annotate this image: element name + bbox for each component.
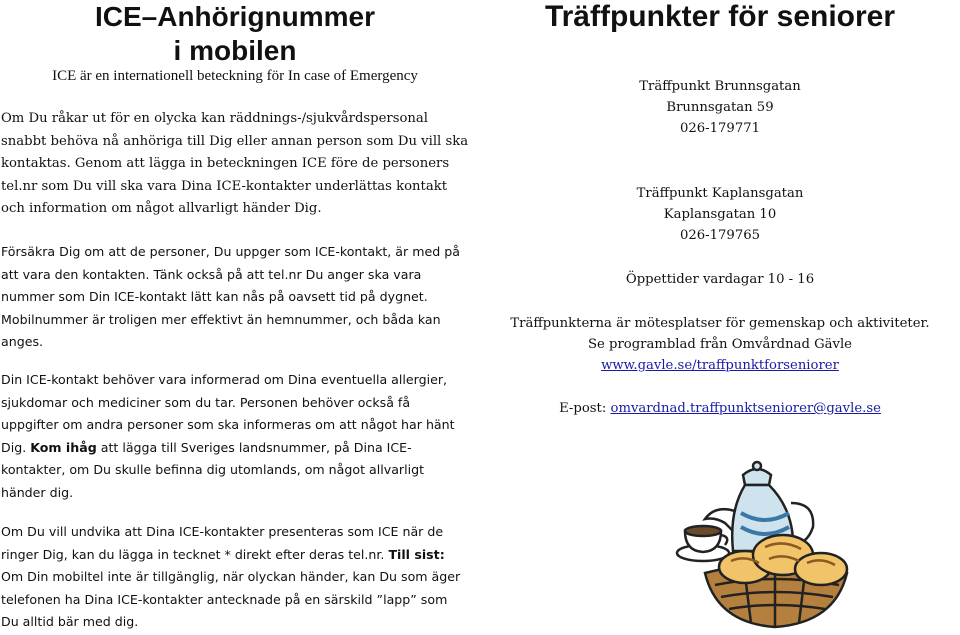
paragraph-confirm-contacts: Försäkra Dig om att de personer, Du uppger som ICE-kontakt, är med på att vara den kontakten. Tänk också på att tel.nr Du anger ska vara nummer som Din ICE-kontakt lätt kan nås på oavsett tid på dygnet. Mobilnummer är troligen mer effektivt än hemnummer, och båda kan anges. bbox=[1, 244, 460, 349]
left-title-line2: i mobilen bbox=[173, 35, 297, 66]
paragraph-country-code-text: att lägga till Sveriges landsnummer, på Dina ICE-kontakter, om Du skulle befinna dig utomlands, om något allvarligt händer dig. bbox=[1, 439, 425, 500]
info-block bbox=[480, 313, 960, 376]
finally-label: Till sist: bbox=[388, 546, 445, 562]
email-line bbox=[480, 398, 960, 419]
left-title-line1: ICE–Anhörignummer bbox=[94, 1, 376, 32]
paragraph-inform-contacts bbox=[1, 369, 469, 504]
paragraph-star-tip bbox=[1, 521, 469, 634]
left-title bbox=[0, 0, 470, 68]
meeting-place-description: Träffpunkterna är mötesplatser för gemenskap och aktiviteter. bbox=[510, 316, 930, 331]
remember-label: Kom ihåg bbox=[30, 439, 97, 455]
opening-hours: Öppettider vardagar 10 - 16 bbox=[625, 272, 815, 287]
place2-phone: 026-179765 bbox=[680, 228, 760, 243]
meeting-place-1 bbox=[480, 76, 960, 139]
place1-address: Brunnsgatan 59 bbox=[666, 100, 774, 115]
place2-address: Kaplansgatan 10 bbox=[663, 207, 777, 222]
place2-name: Träffpunkt Kaplansgatan bbox=[636, 186, 804, 201]
paragraph-note-text: Om Din mobiltel inte är tillgänglig, när olyckan händer, kan Du som äger telefonen ha Dina ICE-kontakter antecknade på en särskild ”lapp” som Du alltid bär med dig. bbox=[1, 569, 461, 629]
paragraph-star-text: Om Du vill undvika att Dina ICE-kontakter presenteras som ICE när de ringer Dig, kan du lägga in tecknet * direkt efter deras tel.nr. bbox=[1, 524, 444, 562]
program-info: Se programblad från Omvårdnad Gävle bbox=[588, 337, 852, 352]
paragraph-intro: Om Du råkar ut för en olycka kan räddnings-/sjukvårdspersonal snabbt behöva nå anhöriga till Dig eller annan person som Du vill ska kontaktas. Genom att lägga in beteckningen ICE före de personers tel.nr som Du vill ska vara Dina ICE-kontakter underlättas kontakt och information om något allvarligt händer Dig. bbox=[1, 111, 469, 216]
coffee-pot-and-pastries-clipart bbox=[675, 455, 865, 630]
place1-phone: 026-179771 bbox=[680, 121, 760, 136]
left-subtitle: ICE är en internationell beteckning för In case of Emergency bbox=[52, 68, 418, 84]
right-title: Träffpunkter för seniorer bbox=[544, 0, 896, 33]
meeting-place-2 bbox=[480, 183, 960, 246]
website-link[interactable]: www.gavle.se/traffpunktforseniorer bbox=[601, 358, 839, 373]
paragraph-inform-text: Din ICE-kontakt behöver vara informerad om Dina eventuella allergier, sjukdomar och mediciner som du tar. Personen behöver också få uppgifter om andra personer som ska informeras om att något har hänt Dig. bbox=[1, 372, 455, 455]
email-link[interactable]: omvardnad.traffpunktseniorer@gavle.se bbox=[610, 401, 881, 416]
email-label: E-post: bbox=[559, 401, 607, 416]
place1-name: Träffpunkt Brunnsgatan bbox=[639, 79, 801, 94]
